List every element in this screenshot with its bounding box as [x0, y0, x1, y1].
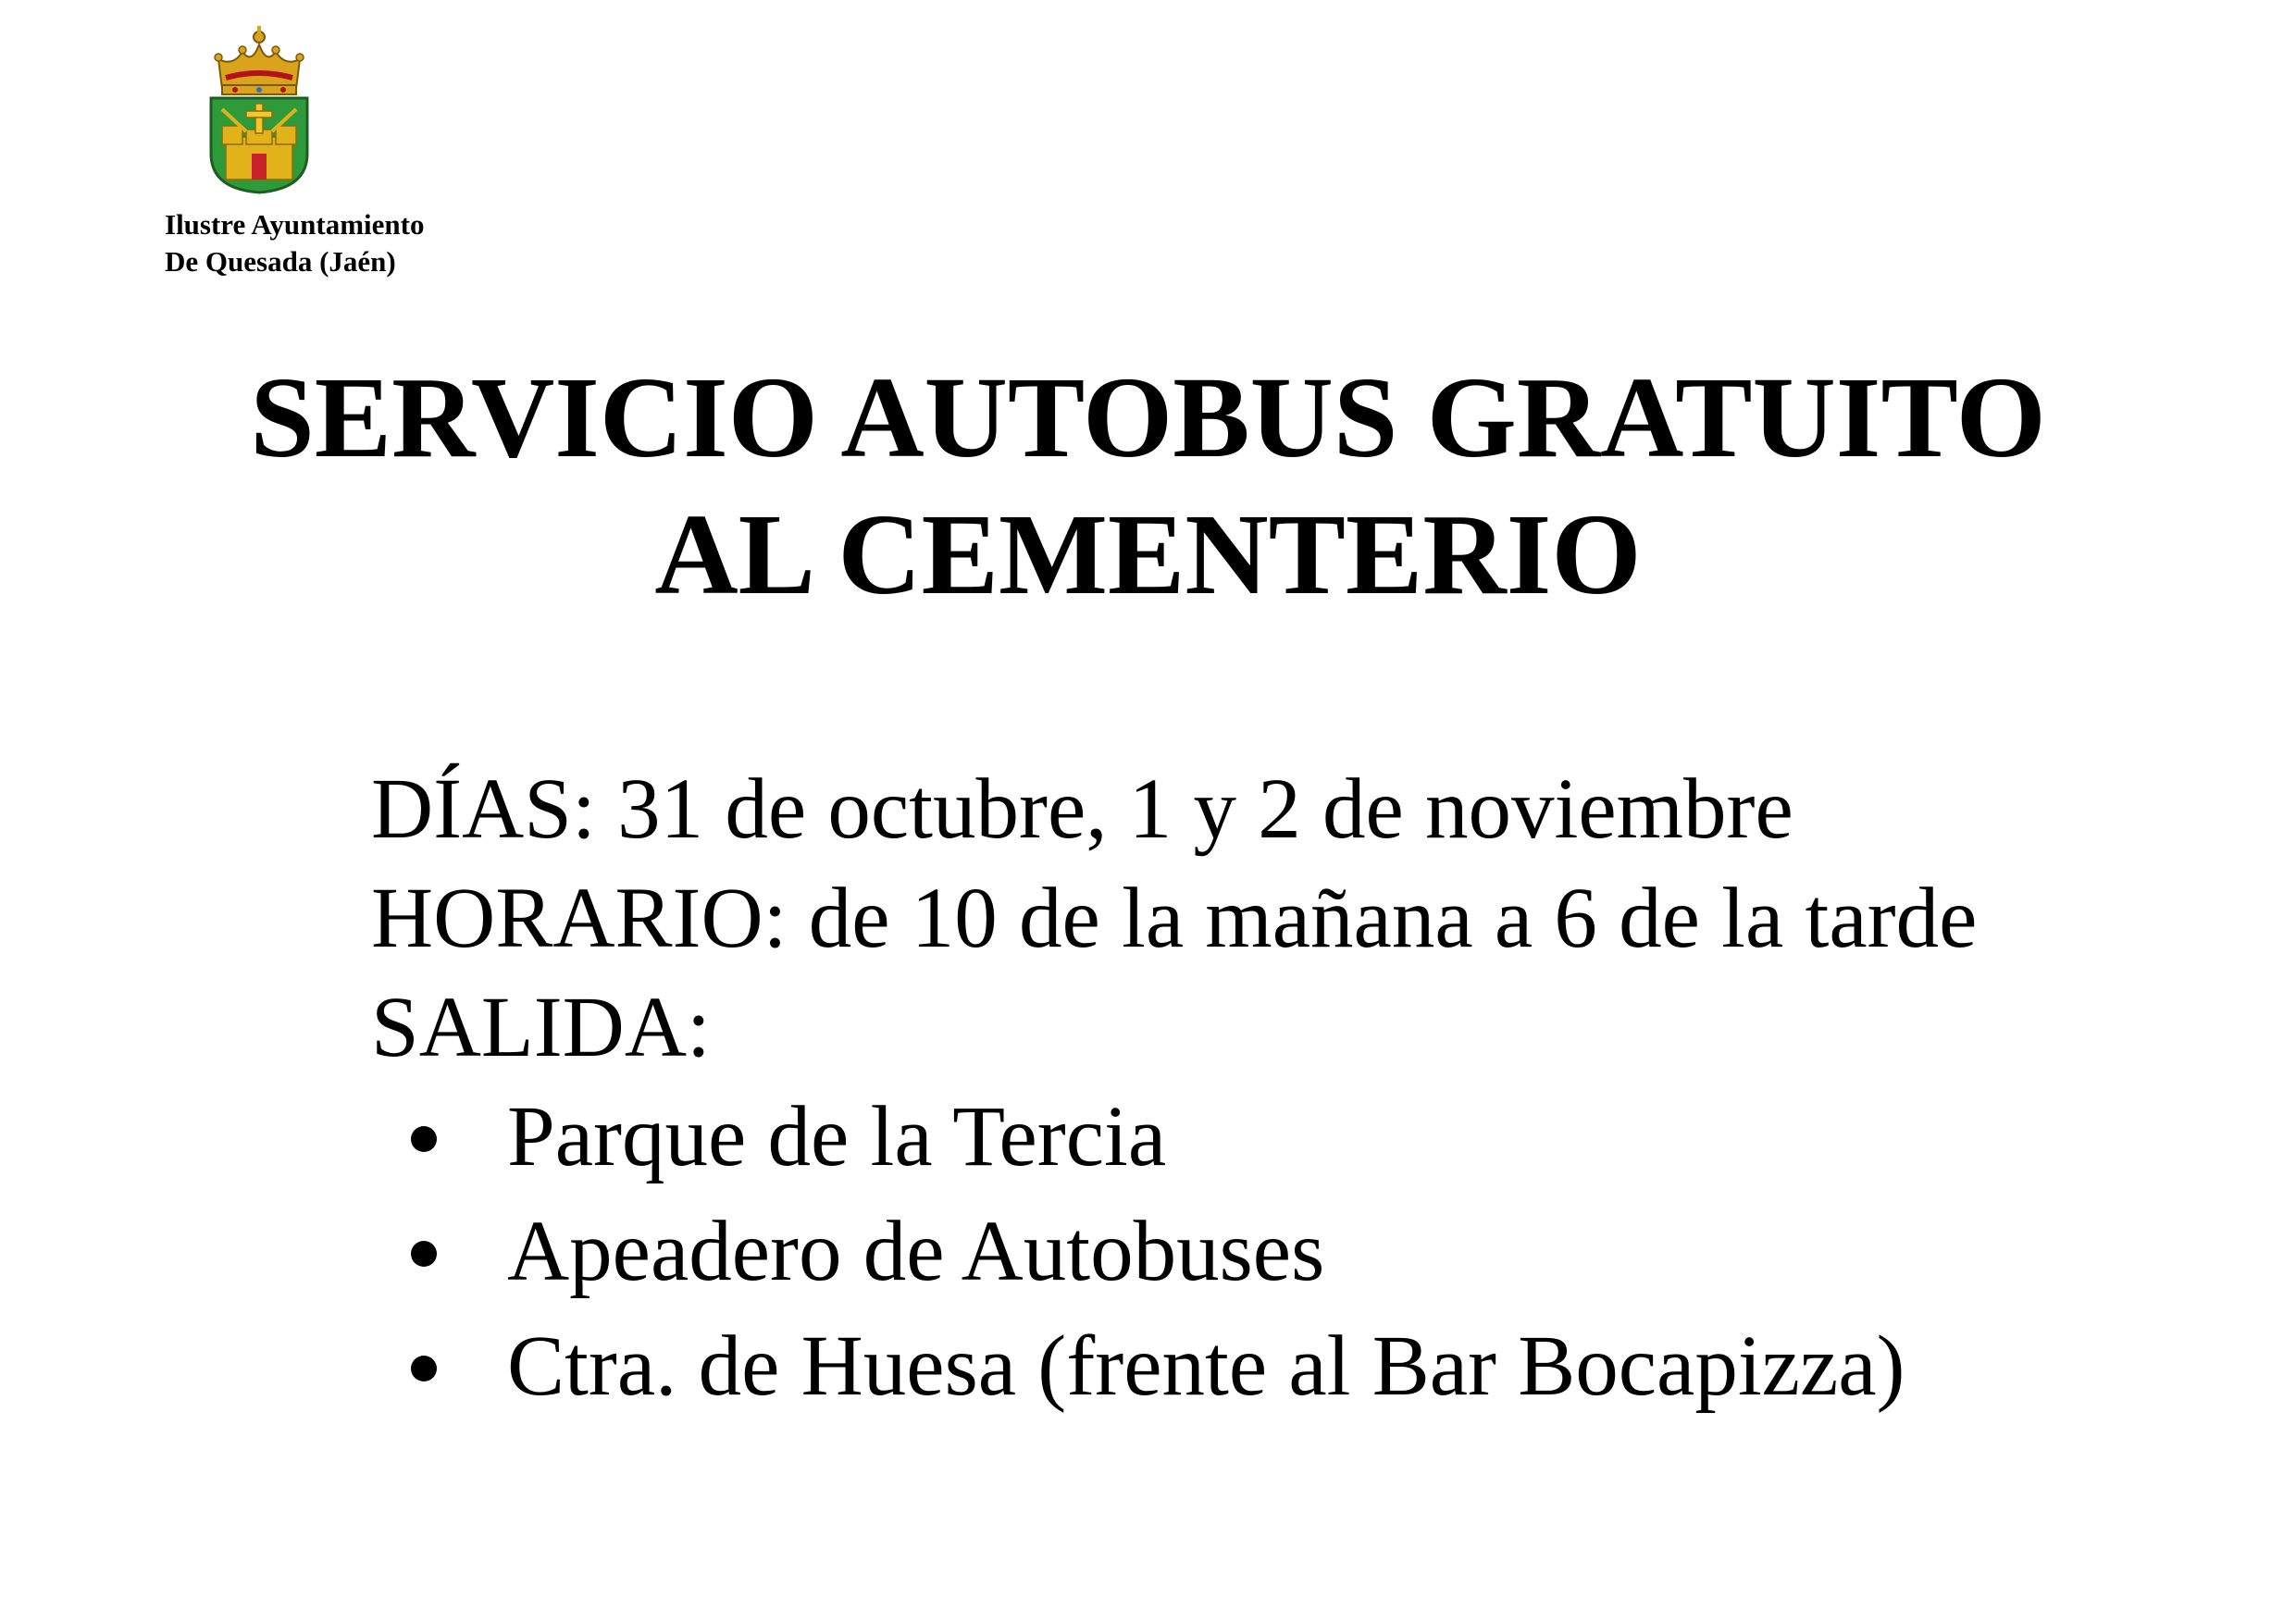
stop-label: Parque de la Tercia — [507, 1089, 1167, 1184]
stop-label: Apeadero de Autobuses — [507, 1204, 1325, 1299]
departure-heading: SALIDA: — [371, 980, 711, 1075]
title-line-2: AL CEMENTERIO — [654, 491, 1642, 619]
days-line: DÍAS: 31 de octubre, 1 y 2 de noviembre — [371, 762, 1793, 857]
quesada-coat-of-arms-icon — [205, 24, 313, 194]
list-item — [370, 1195, 2142, 1309]
schedule-line: HORARIO: de 10 de la mañana a 6 de la tarde — [371, 871, 1978, 966]
list-item — [370, 1080, 2142, 1195]
list-item — [370, 1309, 2142, 1539]
service-details — [371, 755, 1977, 1083]
bullet-icon — [411, 1241, 437, 1267]
title-line-1: SERVICIO AUTOBUS GRATUITO — [250, 354, 2046, 482]
stop-label: Ctra. de Huesa (frente al Bar Bocapizza) — [507, 1319, 1905, 1414]
org-line-2: De Quesada (Jaén) — [165, 245, 396, 278]
departure-stops-list — [370, 1080, 2142, 1539]
municipality-name — [165, 206, 424, 280]
org-line-1: Ilustre Ayuntamiento — [165, 208, 425, 241]
bullet-icon — [411, 1356, 437, 1381]
bullet-icon — [411, 1126, 437, 1152]
crown-icon — [215, 26, 304, 94]
notice-title — [0, 350, 2296, 624]
